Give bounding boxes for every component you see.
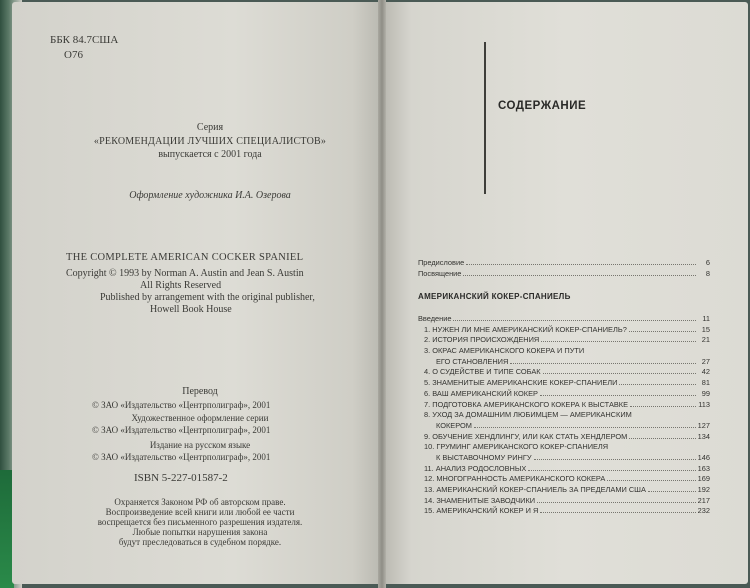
toc-entry-page: 8 [705, 268, 710, 278]
toc-entry-title: 15. АМЕРИКАНСКИЙ КОКЕР И Я [424, 506, 539, 516]
copyright-line: Copyright © 1993 by Norman A. Austin and Jean S. Austin [66, 268, 304, 279]
legal-line: Воспроизведение всей книги или любой ее части [105, 507, 295, 517]
leader-dots [463, 275, 696, 276]
toc-entry-title: Посвящение [418, 268, 462, 278]
bbk-code: ББК 84.7США [50, 34, 119, 46]
udc-code: О76 [64, 49, 83, 61]
toc-entry-title: 3. ОКРАС АМЕРИКАНСКОГО КОКЕРА И ПУТИ [424, 346, 585, 356]
toc-entry-page: 21 [701, 335, 710, 345]
toc-entry-title: 11. АНАЛИЗ РОДОСЛОВНЫХ [424, 463, 527, 473]
toc-entry-title: Предисловие [418, 258, 465, 267]
toc-entry [418, 335, 710, 346]
front-matter-list [418, 258, 710, 279]
contents-heading: СОДЕРЖАНИЕ [498, 100, 587, 112]
toc-entry [418, 474, 710, 485]
translation-copyright: © ЗАО «Издательство «Центрполиграф», 2001 [92, 400, 271, 410]
art-label: Художественное оформление серии [131, 413, 269, 423]
toc-entry-page: 6 [705, 258, 710, 267]
series-label: Серия [196, 122, 224, 133]
copyright-line: All Rights Reserved [140, 280, 222, 291]
leader-dots [648, 491, 696, 492]
toc-entry-continuation [418, 453, 710, 464]
legal-line: Любые попытки нарушения закона [132, 527, 268, 537]
legal-line: воспрещается без письменного разрешения издателя. [97, 517, 303, 527]
toc-entry-page: 146 [697, 452, 710, 462]
toc-entry-title: 14. ЗНАМЕНИТЫЕ ЗАВОДЧИКИ [424, 495, 536, 505]
series-since: выпускается с 2001 года [158, 149, 262, 160]
series-name: «РЕКОМЕНДАЦИИ ЛУЧШИХ СПЕЦИАЛИСТОВ» [93, 136, 327, 147]
toc-entry-page: 42 [701, 367, 710, 377]
toc-entry-page: 15 [701, 324, 710, 334]
leader-dots [534, 459, 696, 460]
toc-entry-page: 169 [697, 474, 710, 484]
isbn: ISBN 5-227-01587-2 [134, 472, 228, 484]
toc-entry-page: 127 [697, 420, 710, 430]
toc-entry [418, 269, 710, 280]
toc-entry-title: 9. ОБУЧЕНИЕ ХЕНДЛИНГУ, ИЛИ КАК СТАТЬ ХЕНДЛЕРОМ [424, 431, 628, 441]
leader-dots [541, 341, 696, 342]
toc-entry-continuation [418, 421, 710, 432]
book-spine [378, 0, 386, 588]
leader-dots [510, 363, 696, 364]
toc-entry-title: 12. МНОГОГРАННОСТЬ АМЕРИКАНСКОГО КОКЕРА [424, 474, 606, 484]
toc-entry-intro [418, 314, 710, 325]
toc-entry-page: 134 [697, 431, 710, 441]
toc-entry [418, 400, 710, 411]
original-title: THE COMPLETE AMERICAN COCKER SPANIEL [66, 252, 304, 263]
toc-entry-page: 163 [697, 463, 710, 473]
toc-entry-page: 27 [701, 356, 710, 366]
toc-entry-title: 8. УХОД ЗА ДОМАШНИМ ЛЮБИМЦЕМ — АМЕРИКАНСКИМ [424, 410, 632, 420]
leader-dots [528, 470, 695, 471]
leader-dots [543, 373, 696, 374]
toc-entry-title-cont: К ВЫСТАВОЧНОМУ РИНГУ [436, 452, 532, 462]
toc-entry-page: 11 [702, 314, 710, 323]
toc-entry-title-cont: КОКЕРОМ [436, 420, 472, 430]
legal-line: будут преследоваться в судебном порядке. [118, 537, 282, 547]
section-title: АМЕРИКАНСКИЙ КОКЕР-СПАНИЕЛЬ [418, 292, 571, 301]
leader-dots [619, 384, 696, 385]
toc-entry-page: 192 [697, 485, 710, 494]
toc-entry [418, 378, 710, 389]
toc-entry-title: 10. ГРУМИНГ АМЕРИКАНСКОГО КОКЕР-СПАНИЕЛЯ [424, 442, 609, 452]
toc-entry-page: 81 [701, 378, 710, 388]
toc-entry-continuation [418, 357, 710, 368]
toc-entry [418, 346, 710, 357]
toc-entry-page: 99 [701, 388, 710, 398]
art-copyright: © ЗАО «Издательство «Центрполиграф», 2001 [92, 425, 271, 435]
toc-entry-title: 13. АМЕРИКАНСКИЙ КОКЕР-СПАНИЕЛЬ ЗА ПРЕДЕЛАМИ США [424, 485, 646, 494]
toc-entry [418, 506, 710, 517]
toc-entry-title: 4. О СУДЕЙСТВЕ И ТИПЕ СОБАК [424, 367, 541, 377]
toc-entry [418, 367, 710, 378]
toc-entry [418, 496, 710, 507]
toc-entry-page: 217 [697, 495, 710, 505]
leader-dots [607, 480, 695, 481]
toc-entry-title: 2. ИСТОРИЯ ПРОИСХОЖДЕНИЯ [424, 335, 540, 345]
toc-entry [418, 389, 710, 400]
toc-entry [418, 464, 710, 475]
leader-dots [540, 395, 696, 396]
legal-line: Охраняется Законом РФ об авторском праве. [114, 497, 286, 507]
leader-dots [540, 512, 695, 513]
leader-dots [466, 264, 696, 265]
copyright-line: Howell Book House [150, 304, 232, 315]
translation-label: Перевод [182, 386, 218, 397]
toc-entry [418, 410, 710, 421]
toc-entry [418, 258, 710, 269]
toc-entry [418, 485, 710, 496]
toc-entry-title-cont: ЕГО СТАНОВЛЕНИЯ [436, 356, 509, 366]
designer-credit: Оформление художника И.А. Озерова [129, 190, 291, 201]
toc-entry-title: 1. НУЖЕН ЛИ МНЕ АМЕРИКАНСКИЙ КОКЕР-СПАНИЕЛЬ? [424, 324, 627, 334]
chapter-list [418, 314, 710, 517]
toc-entry-page: 232 [697, 506, 710, 516]
leader-dots [474, 427, 696, 428]
toc-entry [418, 432, 710, 443]
toc-entry [418, 325, 710, 336]
russian-edition-copyright: © ЗАО «Издательство «Центрполиграф», 2001 [92, 452, 271, 462]
toc-entry-title: 6. ВАШ АМЕРИКАНСКИЙ КОКЕР [424, 388, 538, 398]
vertical-rule [484, 42, 486, 194]
russian-edition-label: Издание на русском языке [149, 440, 251, 450]
toc-entry-title: 7. ПОДГОТОВКА АМЕРИКАНСКОГО КОКЕРА К ВЫСТАВКЕ [424, 399, 629, 409]
toc-entry-title: 5. ЗНАМЕНИТЫЕ АМЕРИКАНСКИЕ КОКЕР-СПАНИЕЛИ [424, 378, 618, 388]
toc-entry-title: Введение [418, 314, 452, 323]
leader-dots [629, 331, 696, 332]
toc-entry [418, 442, 710, 453]
leader-dots [630, 406, 696, 407]
leader-dots [629, 438, 695, 439]
toc-entry-page: 113 [698, 399, 710, 409]
leader-dots [453, 320, 696, 321]
leader-dots [537, 502, 696, 503]
copyright-line: Published by arrangement with the original publisher, [100, 292, 315, 303]
